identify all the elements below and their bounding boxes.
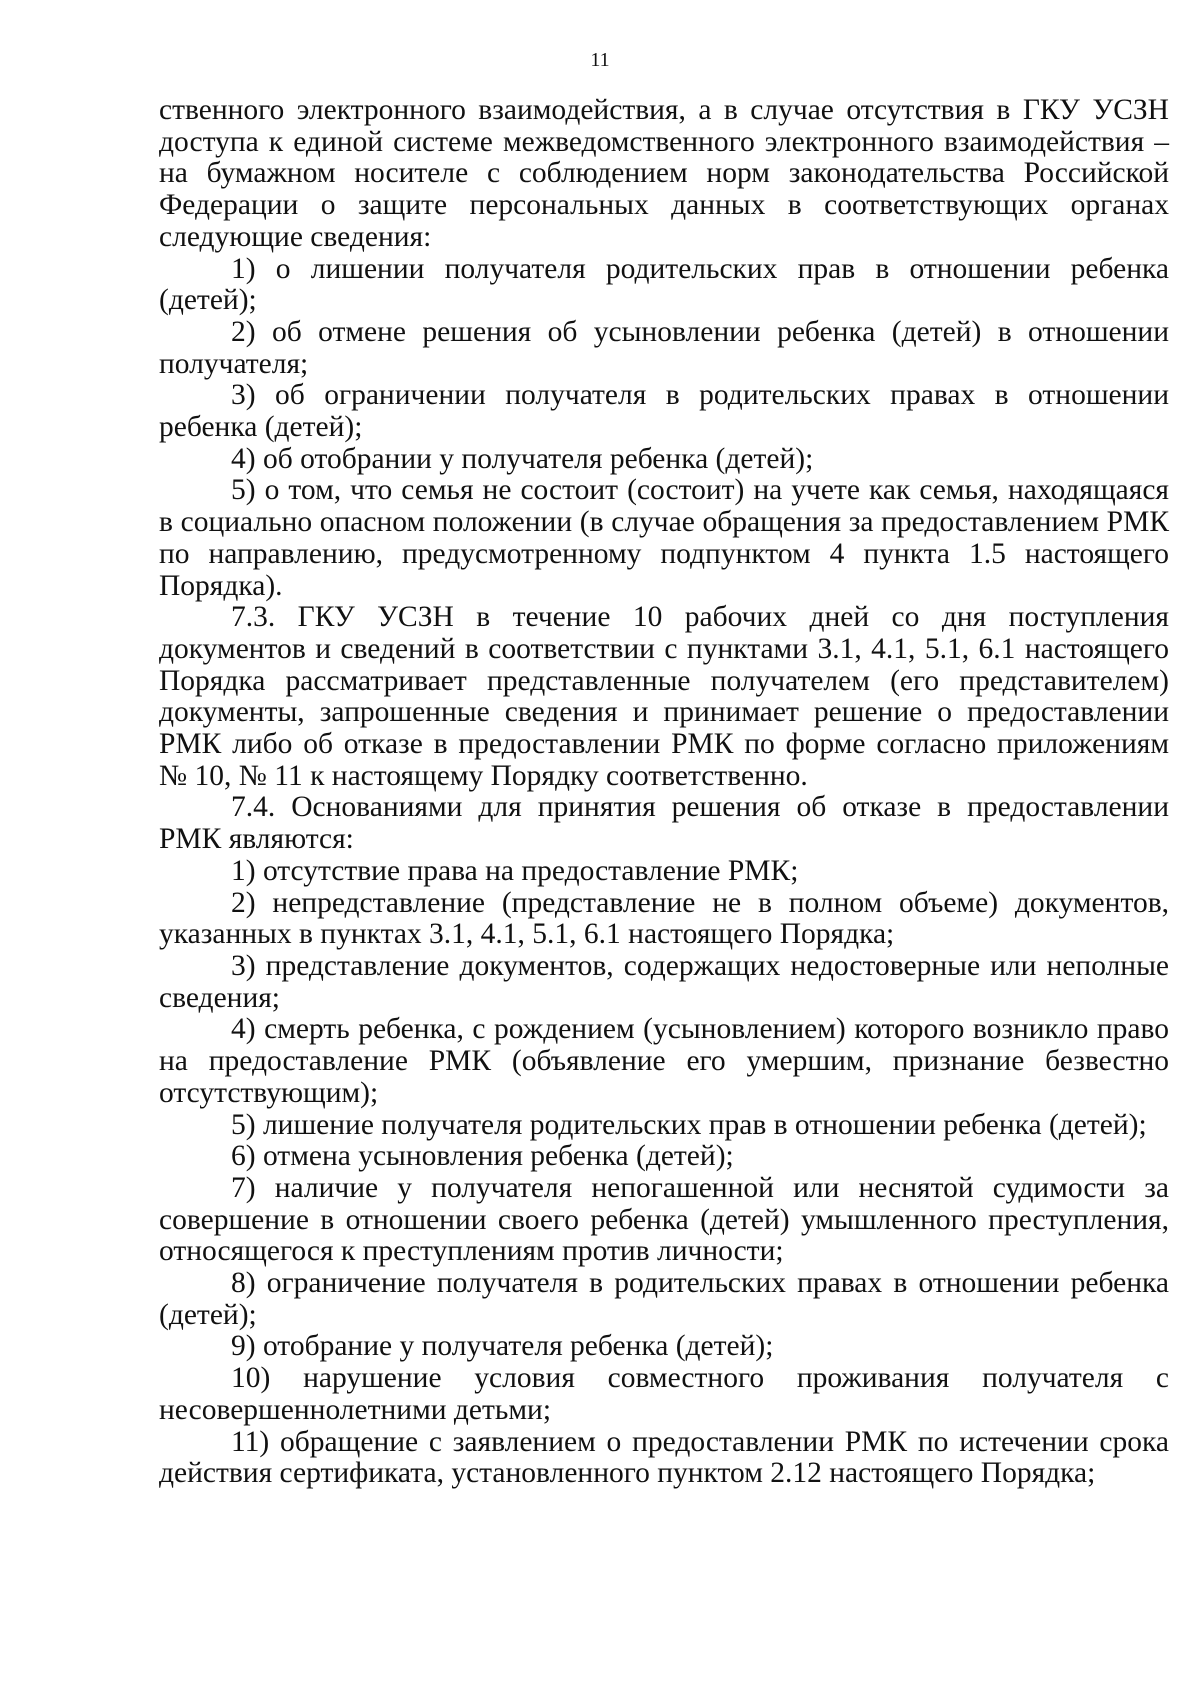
list-item-request-1: 1) о лишении получателя родительских прав в отношении ребенка (детей); [159,252,1169,317]
page-number: 11 [590,49,610,71]
list-item-refusal-3: 3) представление документов, содержащих недостоверные или неполные сведения; [159,949,1169,1014]
list-item-refusal-9: 9) отобрание у получателя ребенка (детей); [231,1330,774,1363]
list-item-request-2: 2) об отмене решения об усыновлении ребенка (детей) в отношении получателя; [159,315,1169,380]
clause-7-4: 7.4. Основаниями для принятия решения об отказе в предоставлении РМК являются: [159,791,1169,856]
list-item-request-4: 4) об отобрании у получателя ребенка (детей); [231,442,814,475]
clause-7-3: 7.3. ГКУ УСЗН в течение 10 рабочих дней со дня поступления документов и сведений в соответствии с пунктами 3.1, 4.1, 5.1, 6.1 настоящего Порядка рассматривает представленные получателем (его представителем) документы, запрошенные сведения и принимает решение о предоставлении РМК либо об отказе в предоставлении РМК по форме согласно приложениям № 10, № 11 к настоящему Порядку соответственно. [159,601,1169,792]
list-item-refusal-4: 4) смерть ребенка, с рождением (усыновлением) которого возникло право на предоставление РМК (объявление его умершим, признание безвестно отсутствующим); [159,1013,1169,1109]
list-item-request-3: 3) об ограничении получателя в родительских правах в отношении ребенка (детей); [159,379,1169,444]
list-item-refusal-5: 5) лишение получателя родительских прав в отношении ребенка (детей); [231,1108,1147,1141]
list-item-refusal-10: 10) нарушение условия совместного проживания получателя с несовершеннолетними детьми; [159,1362,1169,1426]
document-body [159,95,1169,1490]
list-item-refusal-7: 7) наличие у получателя непогашенной или неснятой судимости за совершение в отношении своего ребенка (детей) умышленного преступления, относящегося к преступлениям против личности; [159,1171,1169,1268]
list-item-refusal-8: 8) ограничение получателя в родительских правах в отношении ребенка (детей); [159,1267,1169,1331]
list-item-refusal-1: 1) отсутствие права на предоставление РМК; [231,854,799,887]
list-item-refusal-2: 2) непредставление (представление не в полном объеме) документов, указанных в пунктах 3.1, 4.1, 5.1, 6.1 настоящего Порядка; [159,886,1169,951]
list-item-refusal-6: 6) отмена усыновления ребенка (детей); [231,1140,734,1173]
list-item-request-5: 5) о том, что семья не состоит (состоит) на учете как семья, находящаяся в социально опасном положении (в случае обращения за предоставлением РМК по направлению, предусмотренному подпунктом 4 пункта 1.5 настоящего Порядка). [159,474,1169,602]
paragraph-continuation: ственного электронного взаимодействия, а в случае отсутствия в ГКУ УСЗН доступа к единой системе межведомственного электронного взаимодействия – на бумажном носителе с соблюдением норм законодательства Российской Федерации о защите персональных данных в соответствующих органах следующие сведения: [159,94,1169,253]
list-item-refusal-11: 11) обращение с заявлением о предоставлении РМК по истечении срока действия сертификата, установленного пунктом 2.12 настоящего Порядка; [159,1425,1169,1490]
